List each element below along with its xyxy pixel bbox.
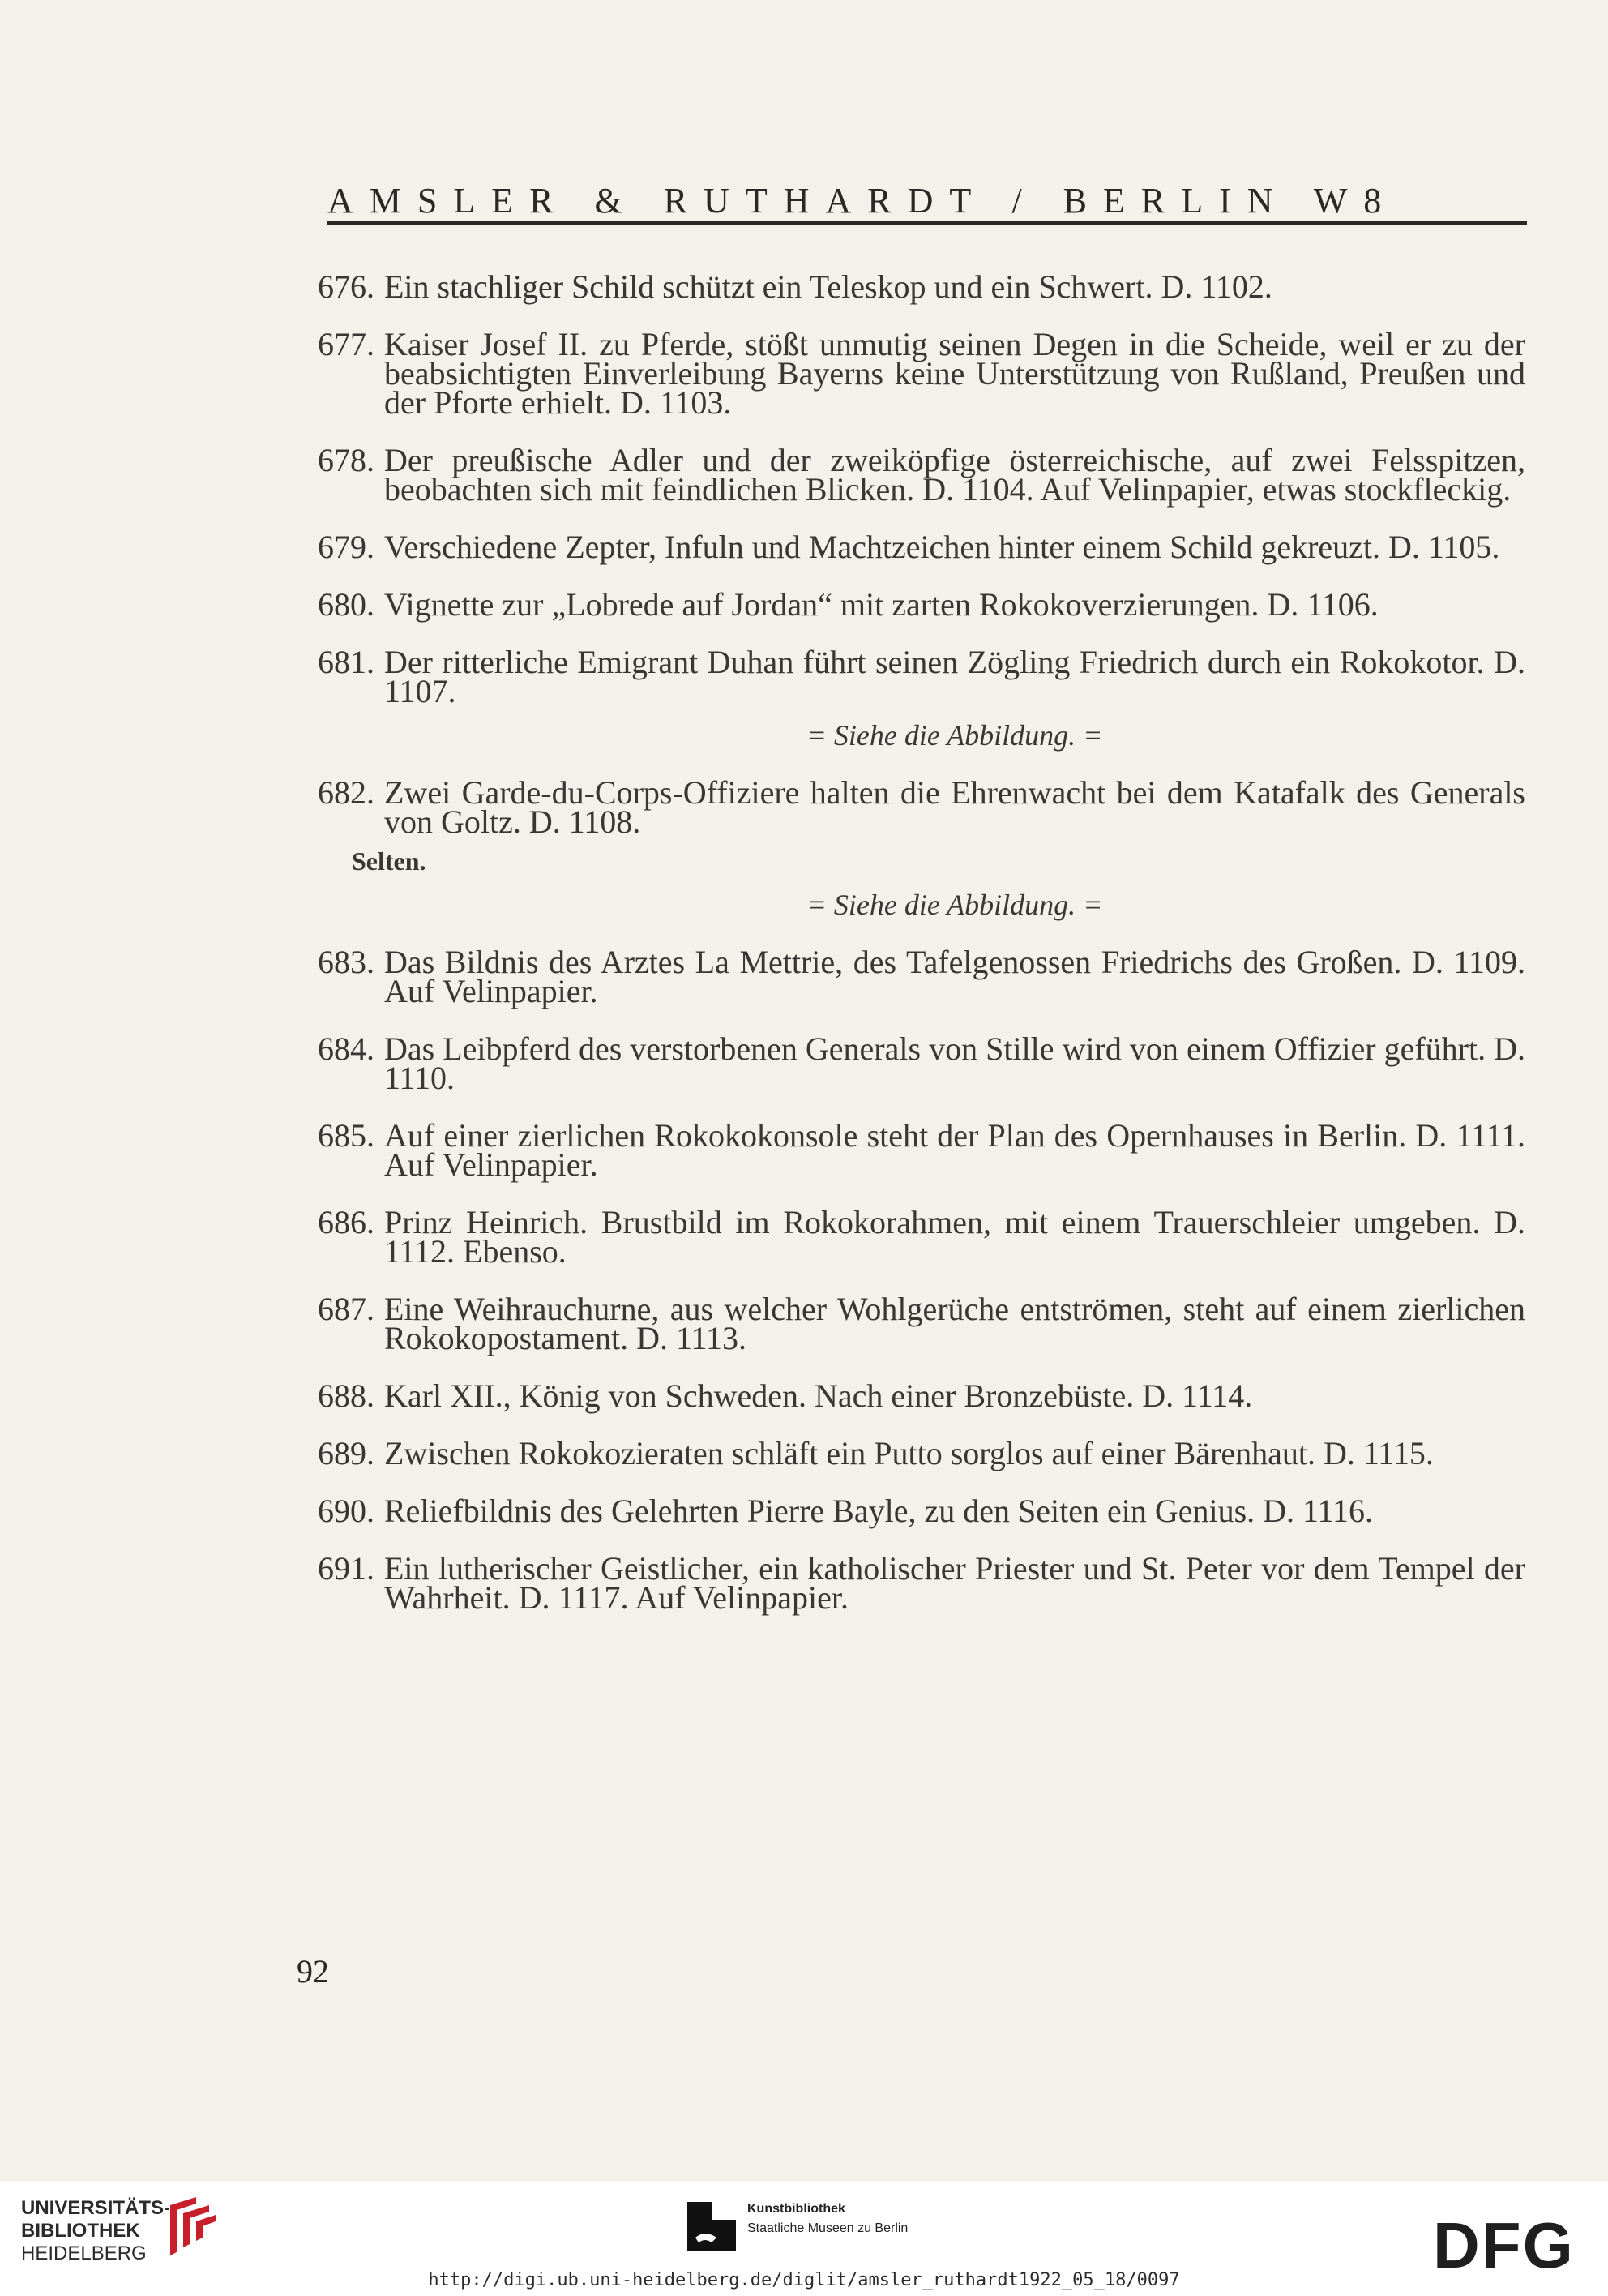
entry-text: Der preußische Adler und der zweiköpfige österreichische, auf zwei Felsspitzen, beobachten sich mit feindlichen Blicken. D. 1104. Auf Velinpapier, etwas stockfleckig.	[384, 442, 1525, 508]
entry-text: Auf einer zierlichen Rokokokonsole steht der Plan des Opernhauses in Berlin. D. 1111. Auf Velinpapier.	[384, 1117, 1525, 1183]
entry-number: 689.	[318, 1435, 374, 1471]
catalog-entry	[318, 529, 1525, 565]
entry-text: Reliefbildnis des Gelehrten Pierre Bayle, zu den Seiten ein Genius. D. 1116.	[384, 1493, 1374, 1529]
catalog-entry	[318, 442, 1525, 508]
library-line-2: BIBLIOTHEK	[21, 2220, 140, 2242]
kunstbibliothek-label[interactable]	[747, 2202, 908, 2236]
library-line-3: HEIDELBERG	[21, 2242, 147, 2264]
catalog-entry	[318, 1435, 1525, 1471]
illustration-note: = Siehe die Abbildung. =	[806, 889, 1103, 921]
entry-text: Ein stachliger Schild schützt ein Teleskop und ein Schwert. D. 1102.	[384, 268, 1272, 305]
catalog-entry	[318, 644, 1525, 752]
kb-subtitle: Staatliche Museen zu Berlin	[747, 2221, 909, 2235]
ub-heidelberg-logo[interactable]	[21, 2197, 170, 2265]
running-header	[327, 180, 1527, 229]
kunstbibliothek-logo-icon	[687, 2202, 736, 2251]
catalog-entries	[318, 268, 1525, 1641]
publisher-header: AMSLER & RUTHARDT / BERLIN W8	[327, 181, 1398, 221]
permalink-url[interactable]: http://digi.ub.uni-heidelberg.de/diglit/amsler_ruthardt1922_05_18/0097	[428, 2270, 1180, 2290]
kb-title: Kunstbibliothek	[747, 2202, 845, 2216]
catalog-entry	[318, 944, 1525, 1009]
catalog-entry	[318, 1030, 1525, 1096]
entry-text: Vignette zur „Lobrede auf Jordan“ mit zarten Rokokoverzierungen. D. 1106.	[384, 586, 1379, 623]
catalog-entry	[318, 1550, 1525, 1616]
catalog-entry	[318, 1493, 1525, 1529]
entry-number: 684.	[318, 1030, 374, 1067]
entry-number: 685.	[318, 1117, 374, 1154]
rarity-mark: Selten.	[352, 846, 426, 876]
entry-number: 686.	[318, 1204, 374, 1240]
entry-text: Eine Weihrauchurne, aus welcher Wohlgerüche entströmen, steht auf einem zierlichen Rokokopostament. D. 1113.	[384, 1291, 1525, 1356]
catalog-entry	[318, 774, 1525, 921]
entry-text: Karl XII., König von Schweden. Nach einer Bronzebüste. D. 1114.	[384, 1377, 1253, 1414]
entry-number: 687.	[318, 1291, 374, 1327]
entry-number: 682.	[318, 774, 374, 811]
catalog-entry	[318, 326, 1525, 421]
catalog-entry	[318, 1204, 1525, 1270]
entry-number: 681.	[318, 644, 374, 680]
entry-text: Zwischen Rokokozieraten schläft ein Putto sorglos auf einer Bärenhaut. D. 1115.	[384, 1435, 1434, 1471]
entry-text: Das Bildnis des Arztes La Mettrie, des Tafelgenossen Friedrichs des Großen. D. 1109. Auf Velinpapier.	[384, 944, 1525, 1009]
entry-number: 691.	[318, 1550, 374, 1587]
page-number: 92	[297, 1953, 329, 1990]
header-rule	[327, 221, 1527, 225]
dfg-logo[interactable]: DFG	[1433, 2209, 1575, 2281]
entry-number: 679.	[318, 529, 374, 565]
entry-text: Der ritterliche Emigrant Duhan führt seinen Zögling Friedrich durch ein Rokokotor. D. 1107.	[384, 644, 1525, 709]
entry-text: Zwei Garde-du-Corps-Offiziere halten die Ehrenwacht bei dem Katafalk des Generals von Goltz. D. 1108.	[384, 774, 1525, 840]
entry-text: Ein lutherischer Geistlicher, ein katholischer Priester und St. Peter vor dem Tempel der Wahrheit. D. 1117. Auf Velinpapier.	[384, 1550, 1525, 1616]
entry-number: 677.	[318, 326, 374, 362]
illustration-note: = Siehe die Abbildung. =	[806, 719, 1103, 752]
entry-number: 683.	[318, 944, 374, 980]
footer-bar	[0, 2181, 1608, 2296]
ub-emblem-icon	[162, 2195, 219, 2260]
entry-number: 680.	[318, 586, 374, 623]
catalog-entry	[318, 268, 1525, 305]
library-line-1: UNIVERSITÄTS-	[21, 2197, 171, 2219]
catalog-entry	[318, 586, 1525, 623]
entry-number: 678.	[318, 442, 374, 478]
entry-text: Verschiedene Zepter, Infuln und Machtzeichen hinter einem Schild gekreuzt. D. 1105.	[384, 529, 1500, 565]
catalog-entry	[318, 1291, 1525, 1356]
entry-text: Kaiser Josef II. zu Pferde, stößt unmutig seinen Degen in die Scheide, weil er zu der beabsichtigten Einverleibung Bayerns keine Unterstützung von Rußland, Preußen und der Pforte erhielt. D. 1103.	[384, 326, 1525, 421]
entry-number: 676.	[318, 268, 374, 305]
entry-number: 690.	[318, 1493, 374, 1529]
entry-number: 688.	[318, 1377, 374, 1414]
entry-text: Prinz Heinrich. Brustbild im Rokokorahmen, mit einem Trauerschleier umgeben. D. 1112. Ebenso.	[384, 1204, 1525, 1270]
catalog-entry	[318, 1377, 1525, 1414]
catalog-entry	[318, 1117, 1525, 1183]
entry-text: Das Leibpferd des verstorbenen Generals von Stille wird von einem Offizier geführt. D. 1110.	[384, 1030, 1525, 1096]
